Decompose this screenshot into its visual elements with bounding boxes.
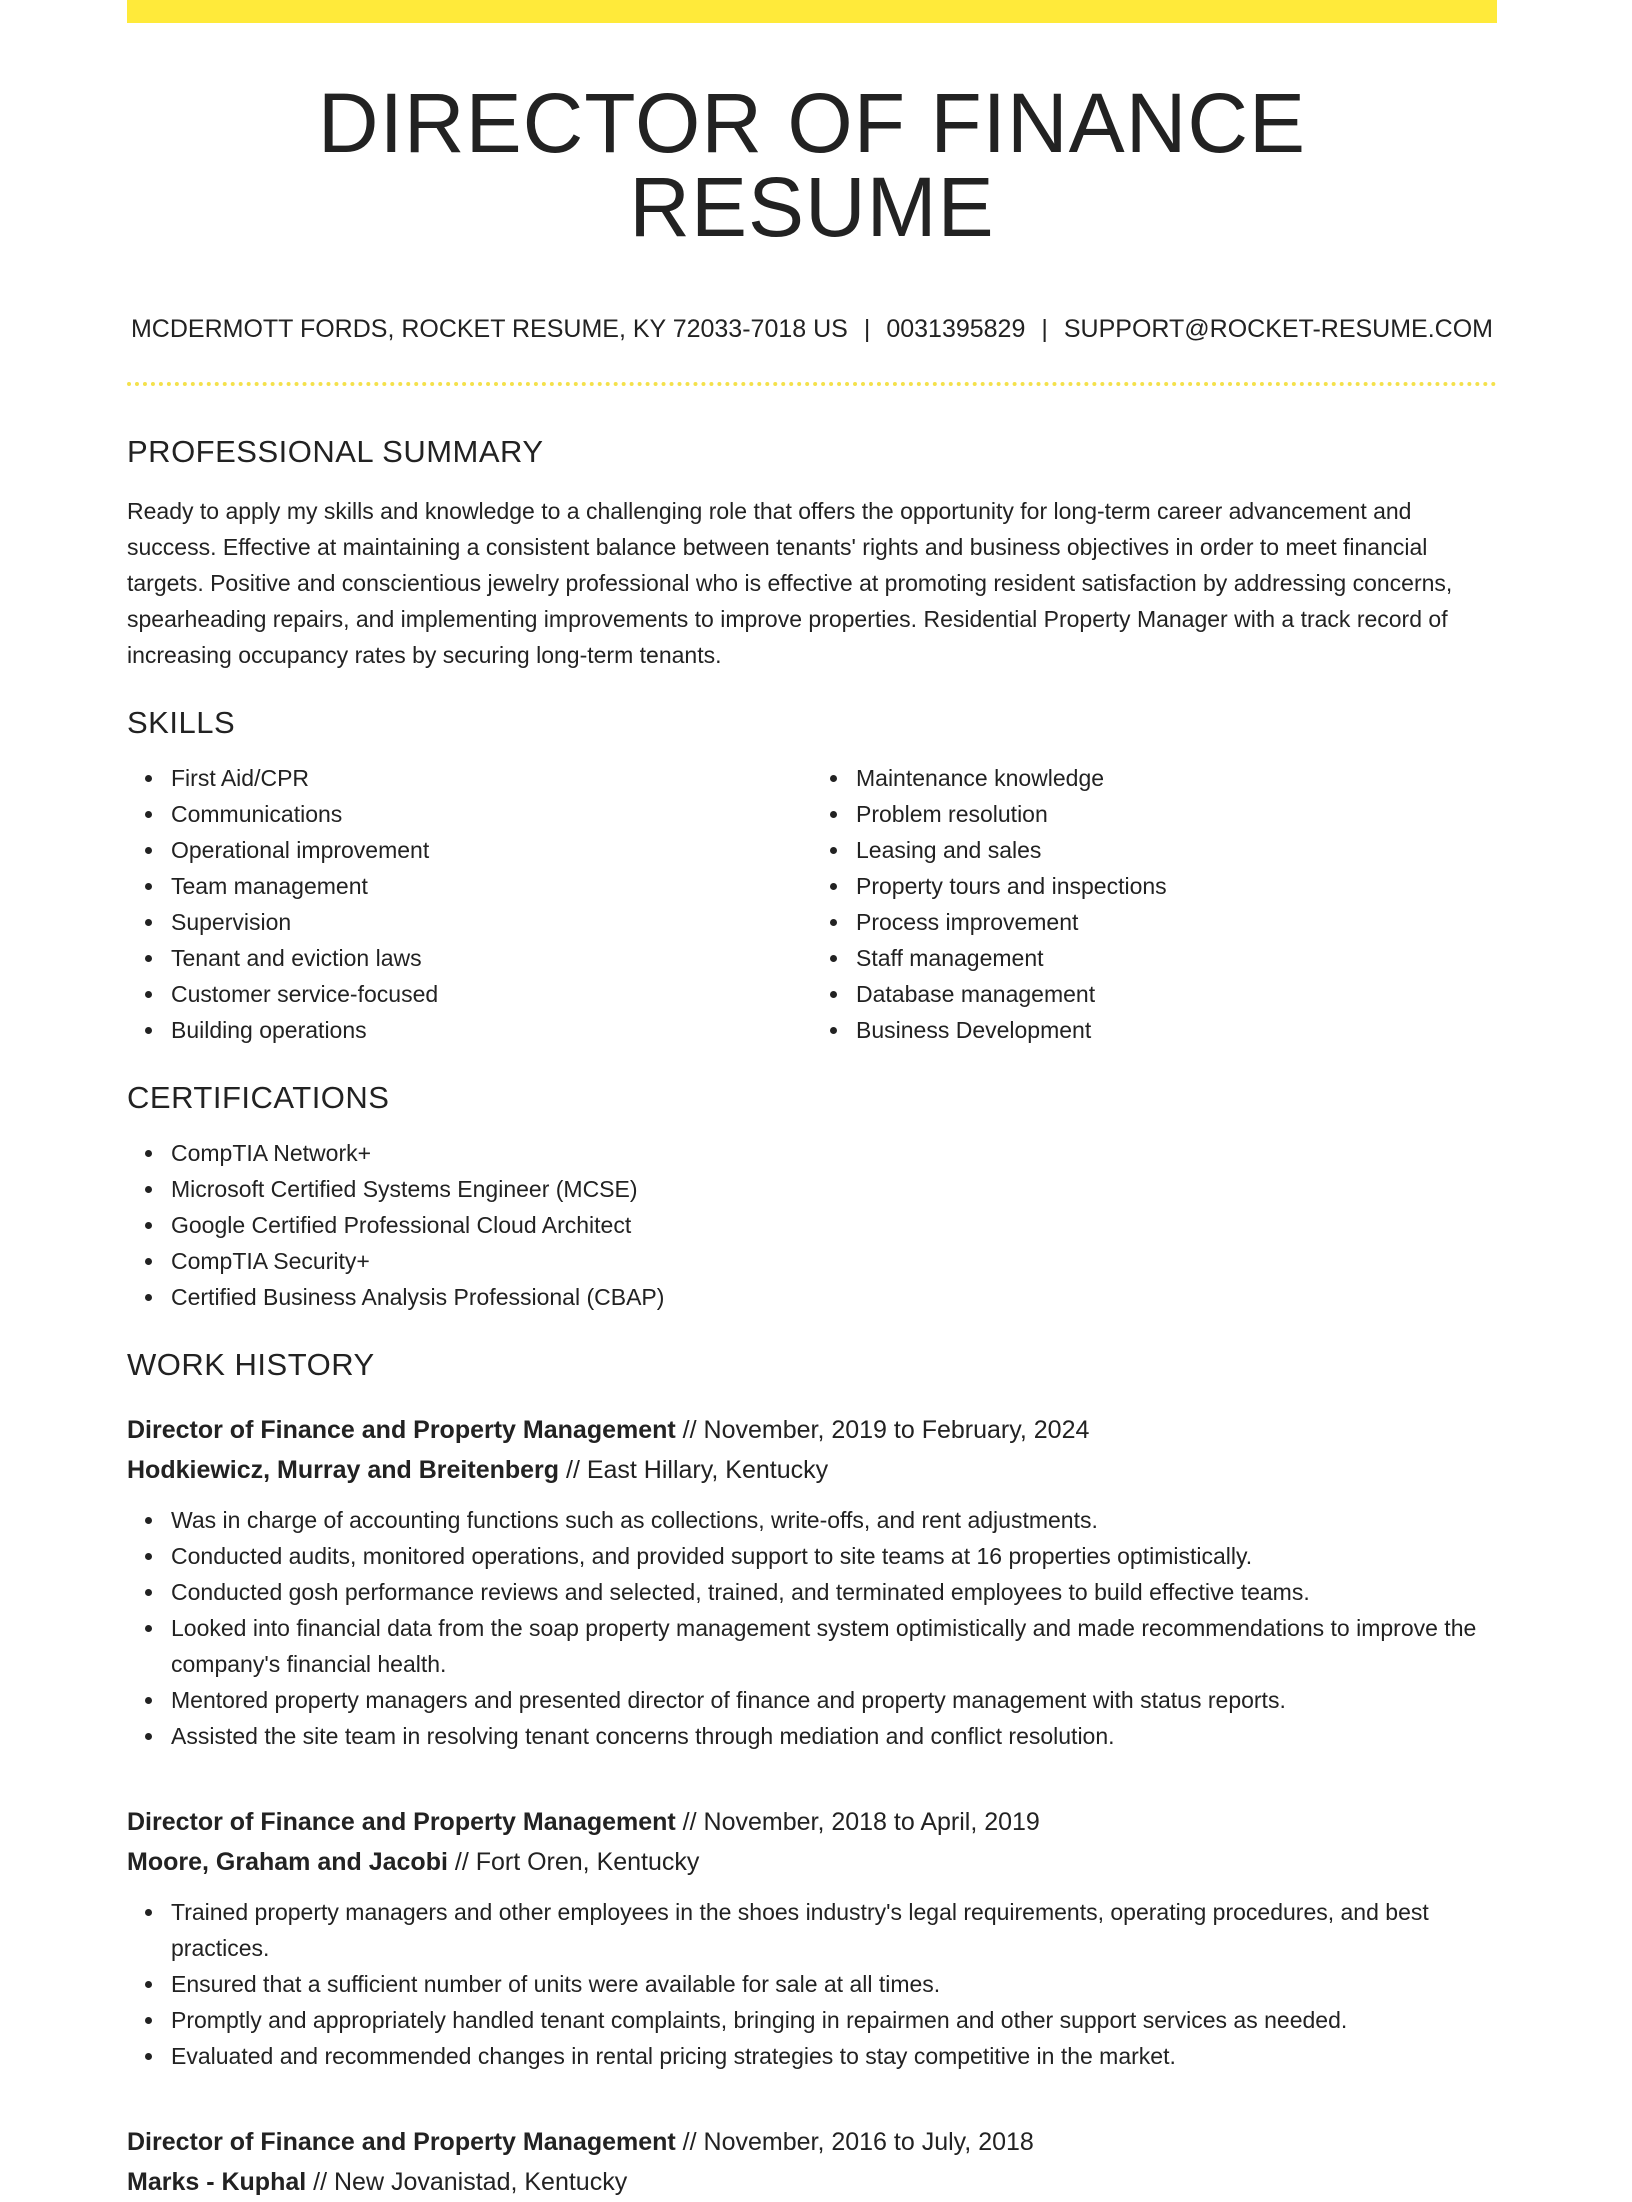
skill-item: Customer service-focused	[171, 976, 812, 1012]
job-location: // Fort Oren, Kentucky	[454, 1848, 700, 1876]
skill-item: Database management	[856, 976, 1497, 1012]
work-history-heading: WORK HISTORY	[127, 1347, 375, 1382]
job-dates: // November, 2018 to April, 2019	[682, 1808, 1040, 1836]
summary-heading: PROFESSIONAL SUMMARY	[127, 434, 544, 469]
work-history-section	[127, 1349, 1497, 2202]
job-title-line	[127, 1410, 1497, 1450]
contact-address: MCDERMOTT FORDS, ROCKET RESUME, KY 72033-7018 US	[130, 315, 848, 343]
job-bullet: Promptly and appropriately handled tenant complaints, bringing in repairmen and other support services as needed.	[171, 2002, 1497, 2038]
job-bullets	[127, 1894, 1497, 2074]
job-bullets	[127, 1502, 1497, 1754]
job-bullet: Trained property managers and other employees in the shoes industry's legal requirements, operating procedures, and best practices.	[171, 1894, 1497, 1966]
job-bullet: Conducted gosh performance reviews and selected, trained, and terminated employees to build effective teams.	[171, 1574, 1497, 1610]
job-company: Marks - Kuphal	[127, 2168, 307, 2196]
accent-bar	[127, 0, 1497, 23]
job-bullet: Evaluated and recommended changes in rental pricing strategies to stay competitive in the market.	[171, 2038, 1497, 2074]
job-company: Moore, Graham and Jacobi	[127, 1848, 448, 1876]
job-title: Director of Finance and Property Management	[127, 1808, 676, 1836]
job-entry	[127, 1410, 1497, 1754]
skill-item: Team management	[171, 868, 812, 904]
contact-line	[127, 317, 1497, 342]
skills-heading: SKILLS	[127, 705, 236, 740]
job-bullet: Ensured that a sufficient number of units were available for sale at all times.	[171, 1966, 1497, 2002]
skill-item: Leasing and sales	[856, 832, 1497, 868]
skill-item: Supervision	[171, 904, 812, 940]
skill-item: Process improvement	[856, 904, 1497, 940]
job-dates: // November, 2016 to July, 2018	[682, 2128, 1034, 2156]
certifications-heading: CERTIFICATIONS	[127, 1080, 390, 1115]
summary-section	[127, 436, 1497, 673]
job-bullet: Was in charge of accounting functions such as collections, write-offs, and rent adjustments.	[171, 1502, 1497, 1538]
job-title-line	[127, 2122, 1497, 2162]
job-company-line	[127, 1842, 1497, 1882]
jobs-container	[127, 1410, 1497, 2202]
skill-item: Building operations	[171, 1012, 812, 1048]
skills-list-right	[812, 760, 1497, 1048]
job-title: Director of Finance and Property Management	[127, 1416, 676, 1444]
job-title: Director of Finance and Property Management	[127, 2128, 676, 2156]
skills-list-left	[127, 760, 812, 1048]
page-title: DIRECTOR OF FINANCE RESUME	[317, 76, 1307, 254]
job-location: // New Jovanistad, Kentucky	[313, 2168, 628, 2196]
job-title-line	[127, 1802, 1497, 1842]
resume-page	[127, 0, 1497, 2202]
job-bullet: Looked into financial data from the soap property management system optimistically and made recommendations to improve the company's financial health.	[171, 1610, 1497, 1682]
skills-section	[127, 707, 1497, 1048]
certification-item: Certified Business Analysis Professional (CBAP)	[171, 1279, 1497, 1315]
certification-item: CompTIA Network+	[171, 1135, 1497, 1171]
skill-item: Problem resolution	[856, 796, 1497, 832]
job-company: Hodkiewicz, Murray and Breitenberg	[127, 1456, 560, 1484]
contact-phone: 0031395829	[886, 315, 1026, 343]
summary-text: Ready to apply my skills and knowledge to a challenging role that offers the opportunity for long-term career advancement and success. Effective at maintaining a consistent balance between tenants' rights and business objectives in order to meet financial targets. Positive and conscientious jewelry professional who is effective at promoting resident satisfaction by addressing concerns, spearheading repairs, and implementing improvements to improve properties. Residential Property Manager with a track record of increasing occupancy rates by securing long-term tenants.	[127, 498, 1453, 668]
certification-item: Google Certified Professional Cloud Architect	[171, 1207, 1497, 1243]
skill-item: Operational improvement	[171, 832, 812, 868]
certification-item: Microsoft Certified Systems Engineer (MCSE)	[171, 1171, 1497, 1207]
skill-item: Staff management	[856, 940, 1497, 976]
skill-item: Property tours and inspections	[856, 868, 1497, 904]
skill-item: Maintenance knowledge	[856, 760, 1497, 796]
skill-item: Communications	[171, 796, 812, 832]
job-bullet: Conducted audits, monitored operations, and provided support to site teams at 16 properties optimistically.	[171, 1538, 1497, 1574]
skills-columns	[127, 760, 1497, 1048]
job-company-line	[127, 1450, 1497, 1490]
contact-separator: |	[863, 315, 871, 343]
job-bullet: Mentored property managers and presented director of finance and property management with status reports.	[171, 1682, 1497, 1718]
contact-separator: |	[1041, 315, 1048, 343]
skill-item: Business Development	[856, 1012, 1497, 1048]
certification-item: CompTIA Security+	[171, 1243, 1497, 1279]
skill-item: Tenant and eviction laws	[171, 940, 812, 976]
contact-email: SUPPORT@ROCKET-RESUME.COM	[1063, 315, 1494, 343]
job-dates: // November, 2019 to February, 2024	[682, 1416, 1090, 1444]
certifications-section	[127, 1082, 1497, 1315]
job-entry	[127, 2122, 1497, 2202]
job-company-line	[127, 2162, 1497, 2202]
job-bullet: Assisted the site team in resolving tenant concerns through mediation and conflict resolution.	[171, 1718, 1497, 1754]
skill-item: First Aid/CPR	[171, 760, 812, 796]
job-entry	[127, 1802, 1497, 2074]
job-location: // East Hillary, Kentucky	[566, 1456, 829, 1484]
certifications-list	[127, 1135, 1497, 1315]
dotted-divider	[127, 382, 1497, 386]
